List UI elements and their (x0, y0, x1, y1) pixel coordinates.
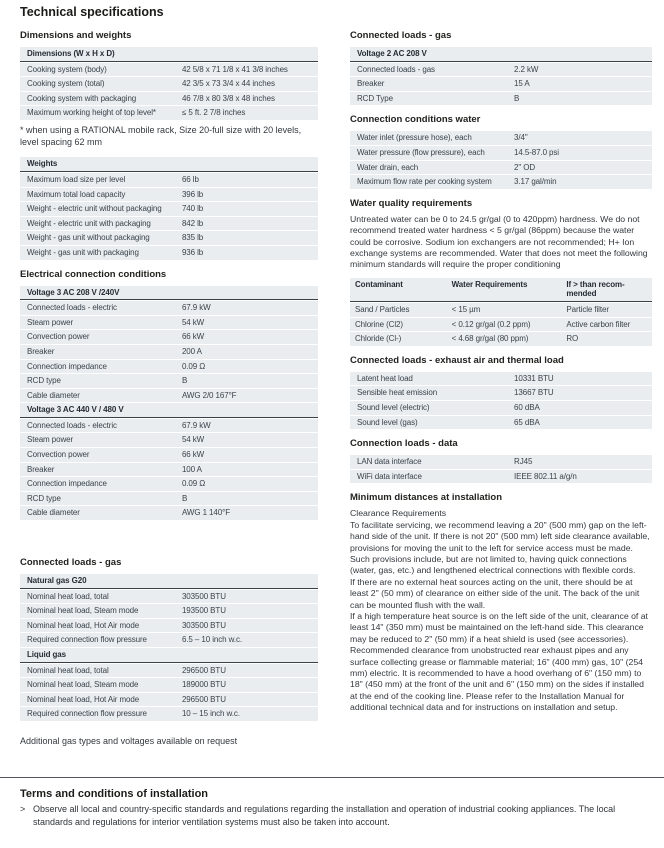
group-header-label: Weights (20, 157, 318, 172)
table-row (350, 372, 652, 386)
row-label: Weight - gas unit with packaging (20, 246, 175, 260)
row-value: IEEE 802.11 a/g/n (507, 470, 652, 484)
table-group-header (20, 574, 318, 589)
table-row (20, 448, 318, 462)
row-label: Maximum load size per level (20, 173, 175, 187)
table-cell: Active carbon filter (561, 318, 652, 332)
table-row (350, 131, 652, 145)
paragraph: Clearance Requirements (350, 508, 447, 519)
row-value: ≤ 5 ft. 2 7/8 inches (175, 106, 318, 120)
table-cell: < 15 µm (447, 303, 562, 317)
row-value: RJ45 (507, 455, 652, 469)
table-cell: Particle filter (561, 303, 652, 317)
spec-table (20, 46, 318, 121)
spec-table (20, 285, 318, 522)
row-value: 60 dBA (507, 401, 652, 415)
group-header-label: Voltage 3 AC 440 V / 480 V (20, 403, 318, 418)
row-label: Cable diameter (20, 389, 175, 403)
table-row (20, 506, 318, 520)
table-row (350, 332, 652, 346)
table-cell: Chloride (Cl-) (350, 332, 447, 346)
row-label: Breaker (20, 345, 175, 359)
row-value: 10 – 15 inch w.c. (175, 707, 318, 721)
row-label: Steam power (20, 433, 175, 447)
row-label: Nominal heat load, Steam mode (20, 678, 175, 692)
row-value: 100 A (175, 463, 318, 477)
table-row (350, 146, 652, 160)
table-row (20, 477, 318, 491)
table-row (20, 463, 318, 477)
paragraph: Untreated water can be 0 to 24.5 gr/gal (0 to 420ppm) hardness. We do not recommend treated water hardness < 5 gr/gal (86ppm) because the water could be corrosive. Sodium ion exchangers are not recommended; H+ Ion exchange systems are recommended. Water that does not meet the following minimum standards will require the proper conditioning (350, 213, 648, 270)
row-value: 396 lb (175, 188, 318, 202)
footnote: Additional gas types and voltages available on request (20, 735, 238, 746)
row-value: AWG 2/0 167°F (175, 389, 318, 403)
row-label: Cooking system (body) (20, 63, 175, 77)
table-row (20, 374, 318, 388)
row-label: Maximum working height of top level* (20, 106, 175, 120)
table-row (20, 707, 318, 721)
table-cell: RO (561, 332, 652, 346)
spec-table (20, 573, 318, 722)
row-value: 303500 BTU (175, 590, 318, 604)
row-label: Nominal heat load, total (20, 664, 175, 678)
table-row (20, 419, 318, 433)
row-value: 6.5 – 10 inch w.c. (175, 633, 318, 647)
row-label: Latent heat load (350, 372, 507, 386)
spec-table (350, 130, 652, 189)
row-label: Water inlet (pressure hose), each (350, 131, 507, 145)
row-label: Sound level (gas) (350, 416, 507, 430)
row-value: 835 lb (175, 231, 318, 245)
row-label: RCD Type (350, 92, 507, 106)
group-header-label: Natural gas G20 (20, 574, 318, 589)
group-header-label: Liquid gas (20, 648, 318, 663)
table-row (20, 246, 318, 260)
row-label: Convection power (20, 448, 175, 462)
table-row (350, 77, 652, 91)
row-label: Required connection flow pressure (20, 633, 175, 647)
paragraph-group (350, 508, 652, 713)
row-label: Weight - electric unit without packaging (20, 202, 175, 216)
row-value: 2" OD (507, 161, 652, 175)
row-value: 54 kW (175, 316, 318, 330)
row-label: Nominal heat load, total (20, 590, 175, 604)
row-label: Sensible heat emission (350, 386, 507, 400)
table-group-header (20, 403, 318, 418)
section-heading: Connection loads - data (350, 438, 458, 450)
row-label: Connected loads - gas (350, 63, 507, 77)
terms-bullet (20, 803, 656, 828)
row-value: 42 3/5 x 73 3/4 x 44 inches (175, 77, 318, 91)
row-value: 66 kW (175, 330, 318, 344)
table-row (350, 175, 652, 189)
row-value: 67.9 kW (175, 301, 318, 315)
row-value: 42 5/8 x 71 1/8 x 41 3/8 inches (175, 63, 318, 77)
left-column (20, 30, 318, 756)
footnote: * when using a RATIONAL mobile rack, Size 20-full size with 20 levels, level spacing 62 mm (20, 124, 302, 147)
row-value: 842 lb (175, 217, 318, 231)
column-header: Water Requirements (447, 278, 562, 302)
section-heading: Connected loads - gas (350, 30, 452, 41)
page-title: Technical specifications (20, 5, 164, 19)
row-label: RCD type (20, 492, 175, 506)
paragraph: Recommended clearance from unobstructed rear exhaust pipes and any surface collecting grease or flammable material; 16" (400 mm) gas, 10" (254 mm) electric. It is recommended to have a hood overhang of 6" (150 mm) to 18" (450 mm) at the front of the unit and 6" (150 mm) on the sides if installed at the end of the cooking line. Please refer to the Installation Manual for additional technical data and for instructions on installation and setup. (350, 645, 644, 713)
section-heading: Electrical connection conditions (20, 268, 167, 280)
group-header-label: Voltage 3 AC 208 V /240V (20, 286, 318, 301)
table-row (350, 455, 652, 469)
row-value: 15 A (507, 77, 652, 91)
row-label: Weight - electric unit with packaging (20, 217, 175, 231)
paragraph: To facilitate servicing, we recommend leaving a 20" (500 mm) gap on the left-hand side of the unit. If there is not 20" (500 mm) left side clearance available, provisions for moving the unit to the left for service access must be made. Such provisions include, but are not limited to, having quick connections (water, gas, etc.) and lengthened electrical connections with flexible cords. (350, 519, 650, 576)
row-label: Cooking system (total) (20, 77, 175, 91)
row-label: Cooking system with packaging (20, 92, 175, 106)
table-group-header (20, 286, 318, 301)
table-row (350, 303, 652, 317)
paragraph: If there are no external heat sources acting on the unit, there should be at least 2" (50 mm) of clearance on either side of the unit. The back of the unit can be mounted flush with the wall. (350, 576, 640, 610)
row-label: Required connection flow pressure (20, 707, 175, 721)
table-group-header (20, 157, 318, 172)
table-row (350, 92, 652, 106)
row-value: 65 dBA (507, 416, 652, 430)
table-group-header (20, 648, 318, 663)
row-label: RCD type (20, 374, 175, 388)
row-label: Water drain, each (350, 161, 507, 175)
table-row (20, 330, 318, 344)
section-heading: Connected loads - gas (20, 557, 122, 569)
row-label: Convection power (20, 330, 175, 344)
table-group-header (20, 47, 318, 62)
table-row (20, 633, 318, 647)
terms-section (0, 777, 664, 828)
spec-table (350, 46, 652, 106)
table-row (20, 693, 318, 707)
section-heading: Minimum distances at installation (350, 492, 503, 504)
row-label: Sound level (electric) (350, 401, 507, 415)
table-row (350, 386, 652, 400)
table-row (20, 619, 318, 633)
water-standards-table (350, 277, 652, 347)
table-row (350, 63, 652, 77)
spec-table (20, 156, 318, 260)
table-row (20, 92, 318, 106)
paragraph-group (350, 214, 652, 271)
section-heading: Water quality requirements (350, 197, 473, 209)
row-label: Connection impedance (20, 477, 175, 491)
row-value: 13667 BTU (507, 386, 652, 400)
row-value: 10331 BTU (507, 372, 652, 386)
row-label: Connected loads - electric (20, 419, 175, 433)
column-header: Contaminant (350, 278, 447, 302)
row-label: Breaker (20, 463, 175, 477)
row-value: 46 7/8 x 80 3/8 x 48 inches (175, 92, 318, 106)
row-value: 936 lb (175, 246, 318, 260)
terms-heading: Terms and conditions of installation (20, 788, 209, 800)
table-row (350, 161, 652, 175)
row-label: Connected loads - electric (20, 301, 175, 315)
table-row (20, 316, 318, 330)
row-label: Nominal heat load, Hot Air mode (20, 693, 175, 707)
row-label: LAN data interface (350, 455, 507, 469)
row-value: 3/4" (507, 131, 652, 145)
table-row (20, 590, 318, 604)
table-row (20, 678, 318, 692)
section-heading: Connection conditions water (350, 114, 481, 126)
section-heading: Dimensions and weights (20, 30, 132, 41)
row-label: Breaker (350, 77, 507, 91)
table-row (20, 231, 318, 245)
row-label: Maximum total load capacity (20, 188, 175, 202)
terms-text: Observe all local and country-specific standards and regulations regarding the installation and operation of industrial cooking appliances. The local standards and regulations for interior ventilation systems must also be taken into account. (33, 804, 616, 827)
table-cell: < 4.68 gr/gal (80 ppm) (447, 332, 562, 346)
table-row (20, 433, 318, 447)
row-label: Maximum flow rate per cooking system (350, 175, 507, 189)
table-row (20, 664, 318, 678)
row-value: 66 lb (175, 173, 318, 187)
row-value: 200 A (175, 345, 318, 359)
row-value: 0.09 Ω (175, 477, 318, 491)
row-value: 3.17 gal/min (507, 175, 652, 189)
row-label: Steam power (20, 316, 175, 330)
table-row (20, 188, 318, 202)
row-value: B (175, 492, 318, 506)
row-value: 2.2 kW (507, 63, 652, 77)
row-label: Cable diameter (20, 506, 175, 520)
row-label: Water pressure (flow pressure), each (350, 146, 507, 160)
group-header-label: Voltage 2 AC 208 V (350, 47, 652, 62)
row-label: Nominal heat load, Hot Air mode (20, 619, 175, 633)
row-value: 0.09 Ω (175, 360, 318, 374)
table-row (20, 217, 318, 231)
table-cell: Chlorine (Cl2) (350, 318, 447, 332)
table-header-row (350, 278, 652, 302)
row-label: Nominal heat load, Steam mode (20, 604, 175, 618)
table-row (20, 301, 318, 315)
paragraph: If a high temperature heat source is on the left side of the unit, clearance of at least 14" (350 mm) must be maintained on the left-hand side. This clearance may be reduced to 2" (50 mm) if a heat shield is used (see accessories). (350, 610, 648, 644)
row-value: 740 lb (175, 202, 318, 216)
table-row (350, 470, 652, 484)
row-value: 67.9 kW (175, 419, 318, 433)
row-label: WiFi data interface (350, 470, 507, 484)
row-value: 66 kW (175, 448, 318, 462)
right-column (350, 30, 652, 720)
table-cell: < 0.12 gr/gal (0.2 ppm) (447, 318, 562, 332)
table-row (20, 360, 318, 374)
row-value: 14.5-87.0 psi (507, 146, 652, 160)
table-row (20, 63, 318, 77)
section-heading: Connected loads - exhaust air and thermal load (350, 354, 564, 366)
row-value: B (507, 92, 652, 106)
table-row (20, 389, 318, 403)
group-header-label: Dimensions (W x H x D) (20, 47, 318, 62)
table-row (20, 173, 318, 187)
table-row (350, 318, 652, 332)
divider (0, 777, 664, 778)
table-row (20, 492, 318, 506)
table-cell: Sand / Particles (350, 303, 447, 317)
table-row (20, 77, 318, 91)
table-row (20, 345, 318, 359)
row-value: 303500 BTU (175, 619, 318, 633)
column-header: If > than recom-mended (561, 278, 652, 302)
table-row (20, 202, 318, 216)
table-group-header (350, 47, 652, 62)
row-label: Connection impedance (20, 360, 175, 374)
table-row (20, 106, 318, 120)
row-value: AWG 1 140°F (175, 506, 318, 520)
row-value: 296500 BTU (175, 693, 318, 707)
table-row (350, 416, 652, 430)
spec-table (350, 371, 652, 430)
row-value: 54 kW (175, 433, 318, 447)
row-value: 193500 BTU (175, 604, 318, 618)
table-row (350, 401, 652, 415)
row-value: B (175, 374, 318, 388)
row-value: 189000 BTU (175, 678, 318, 692)
row-value: 296500 BTU (175, 664, 318, 678)
row-label: Weight - gas unit without packaging (20, 231, 175, 245)
bullet-marker: > (20, 804, 26, 814)
table-row (20, 604, 318, 618)
spec-table (350, 454, 652, 484)
